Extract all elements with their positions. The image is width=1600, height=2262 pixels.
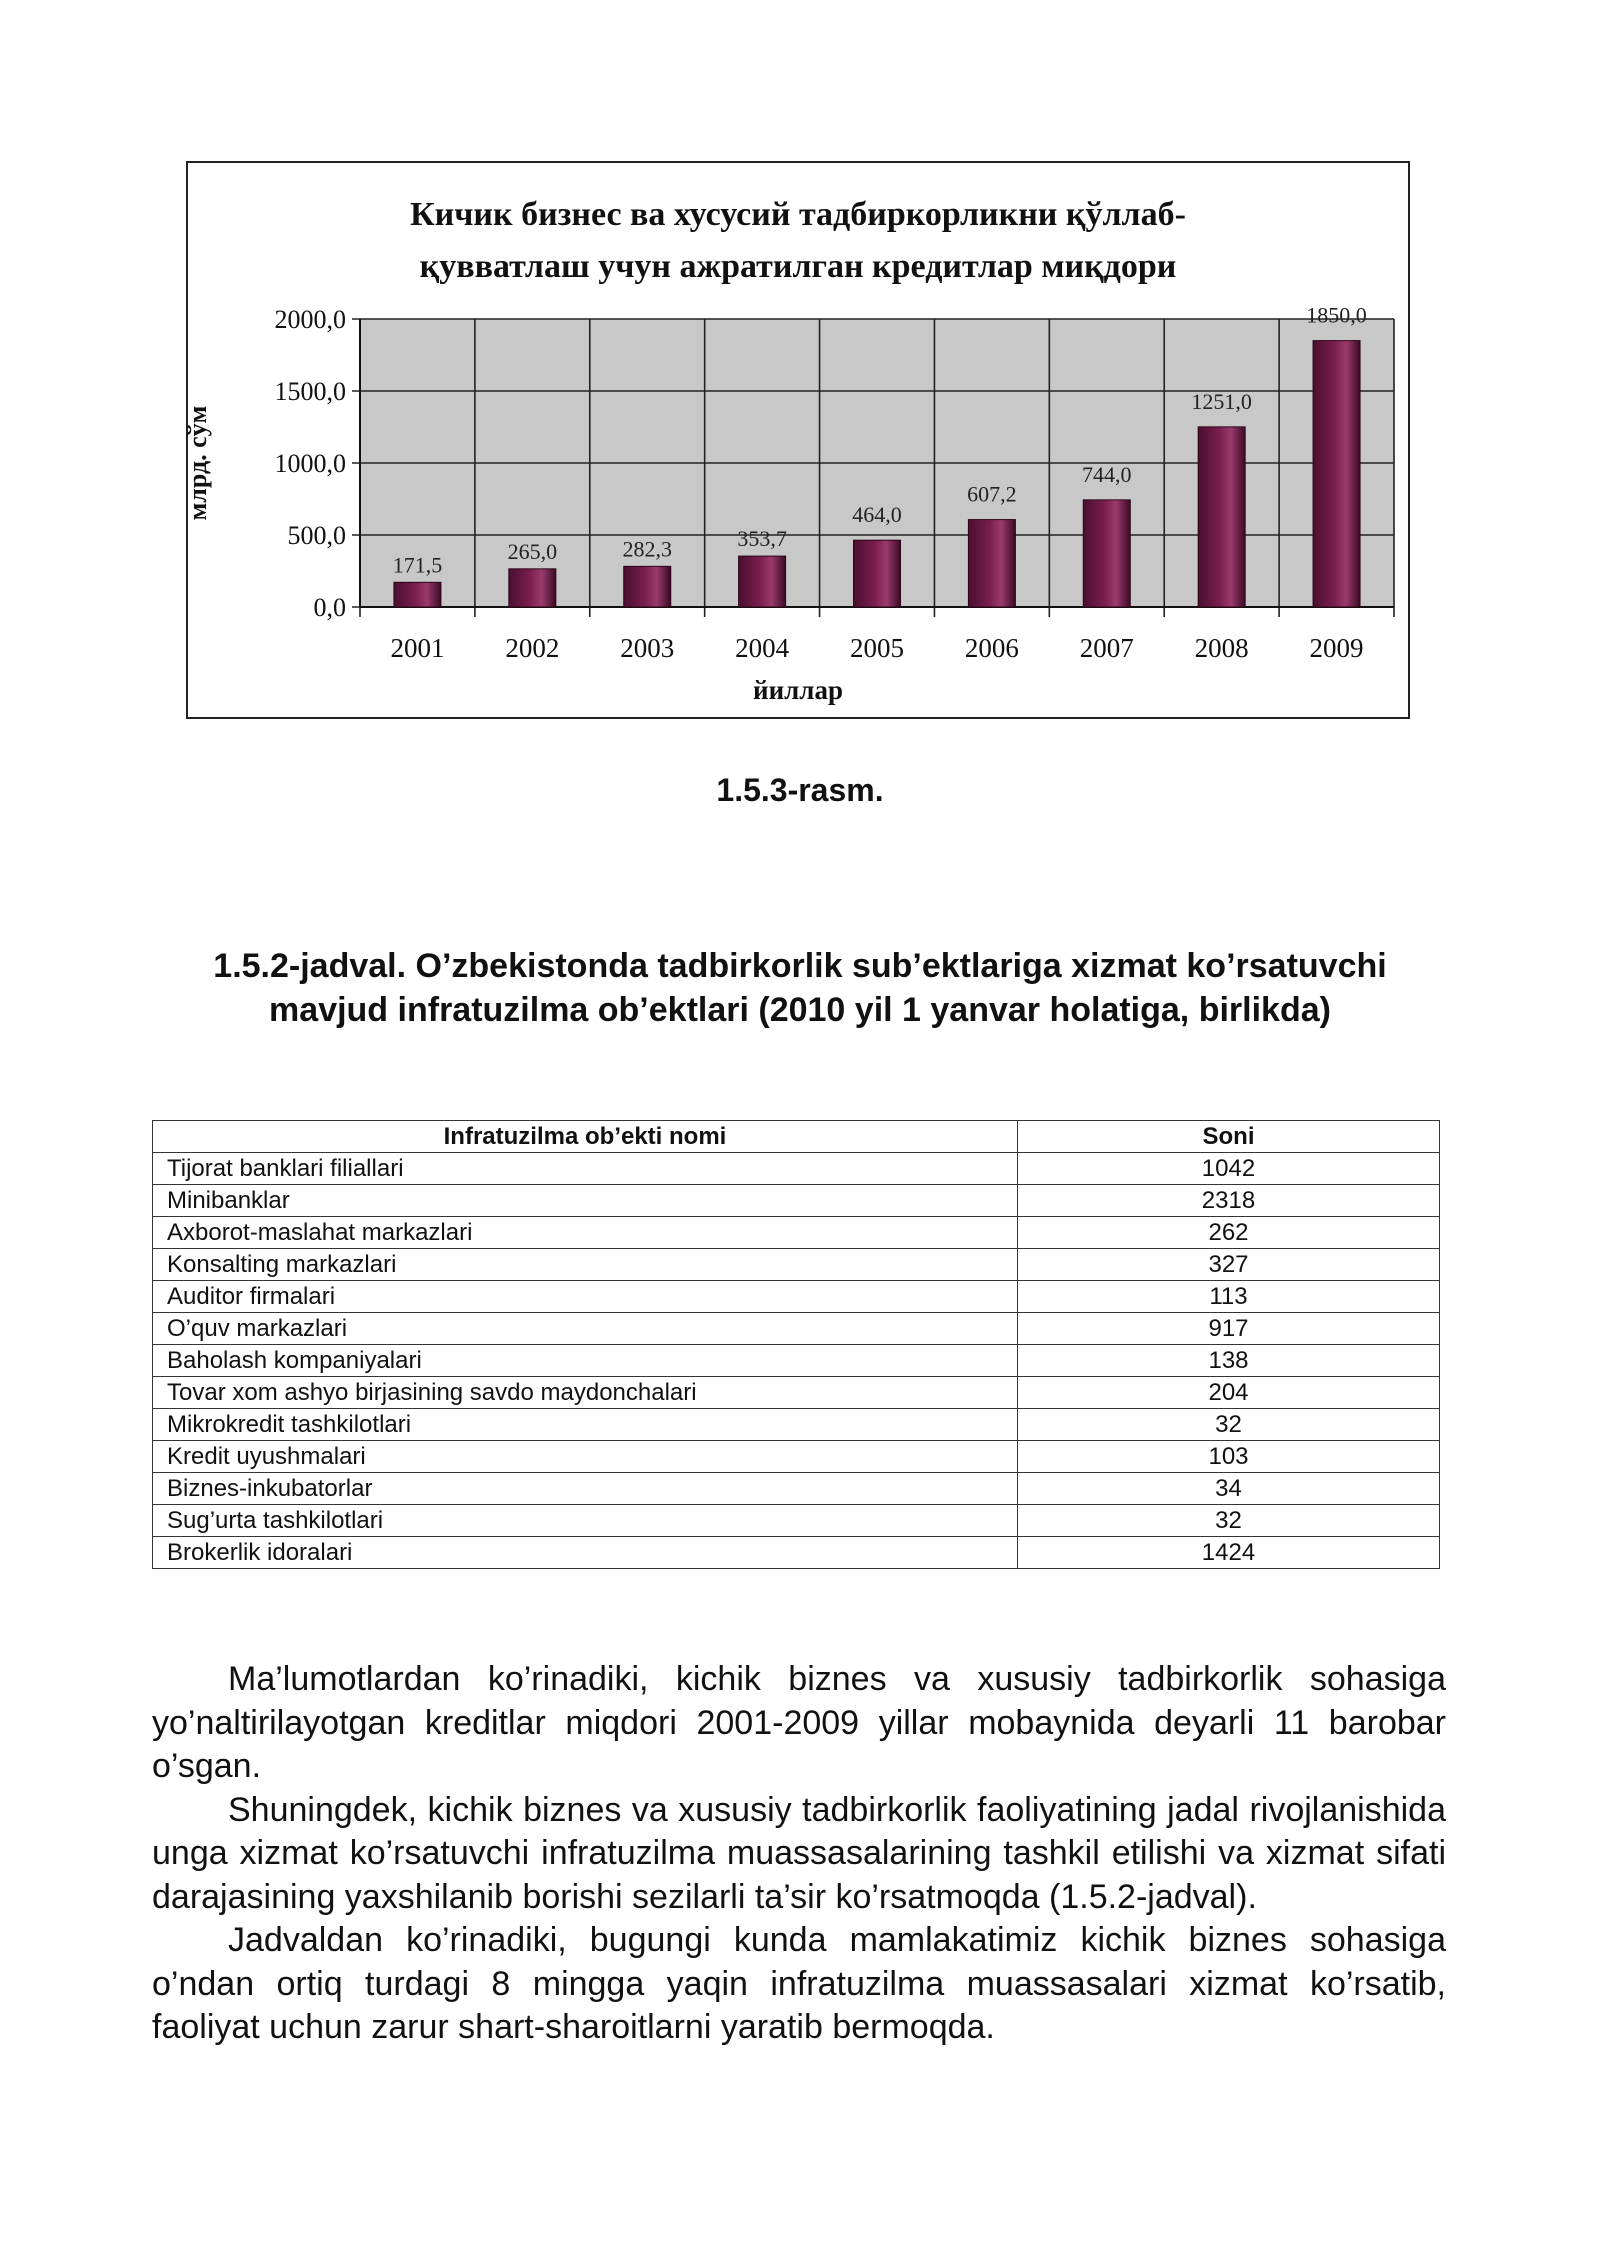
bar-2009 — [1313, 341, 1360, 607]
figure-caption: 1.5.3-rasm. — [716, 772, 884, 808]
table-row — [153, 1505, 1440, 1537]
table-row — [153, 1537, 1440, 1569]
table-title: 1.5.2-jadval. O’zbekistonda tadbirkorlik sub’ektlariga xizmat ko’rsatuvchi mavjud infratuzilma ob’ektlari (2010 yil 1 yanvar holatiga, birlikda) — [213, 947, 1387, 1029]
table-row — [153, 1409, 1440, 1441]
cell-object-name: Sug’urta tashkilotlari — [153, 1505, 1018, 1537]
bar-2004 — [739, 556, 786, 607]
cell-count: 113 — [1018, 1281, 1440, 1313]
x-tick-label: 2002 — [505, 633, 560, 663]
value-label: 282,3 — [622, 536, 672, 562]
bar-chart — [188, 163, 1408, 717]
bar-2006 — [968, 520, 1015, 607]
cell-object-name: Baholash kompaniyalari — [153, 1345, 1018, 1377]
x-tick-label: 2001 — [390, 633, 445, 663]
cell-count: 204 — [1018, 1377, 1440, 1409]
cell-count: 32 — [1018, 1505, 1440, 1537]
cell-count: 262 — [1018, 1217, 1440, 1249]
bar-2007 — [1083, 500, 1130, 607]
bar-2001 — [394, 582, 441, 607]
header-object-name: Infratuzilma ob’ekti nomi — [153, 1121, 1018, 1153]
table-row — [153, 1153, 1440, 1185]
cell-object-name: Biznes-inkubatorlar — [153, 1473, 1018, 1505]
table-row — [153, 1345, 1440, 1377]
cell-object-name: Konsalting markazlari — [153, 1249, 1018, 1281]
body-text — [152, 1658, 1446, 2050]
table-row — [153, 1217, 1440, 1249]
cell-count: 917 — [1018, 1313, 1440, 1345]
chart-title-line-1: Кичик бизнес ва хусусий тадбиркорликни қўллаб- — [410, 196, 1186, 233]
value-label: 1850,0 — [1306, 302, 1367, 328]
table-row — [153, 1473, 1440, 1505]
value-label: 744,0 — [1082, 461, 1132, 487]
value-label: 353,7 — [737, 526, 787, 552]
x-tick-label: 2008 — [1194, 633, 1249, 663]
cell-object-name: Brokerlik idoralari — [153, 1537, 1018, 1569]
cell-count: 32 — [1018, 1409, 1440, 1441]
header-count: Soni — [1018, 1121, 1440, 1153]
cell-object-name: Tijorat banklari filiallari — [153, 1153, 1018, 1185]
cell-count: 1042 — [1018, 1153, 1440, 1185]
cell-count: 138 — [1018, 1345, 1440, 1377]
table-body — [153, 1153, 1440, 1569]
x-tick-label: 2006 — [964, 633, 1019, 663]
table-row — [153, 1249, 1440, 1281]
cell-object-name: Tovar xom ashyo birjasining savdo maydonchalari — [153, 1377, 1018, 1409]
x-tick-label: 2009 — [1309, 633, 1364, 663]
bar-2002 — [509, 569, 556, 607]
value-label: 171,5 — [392, 552, 443, 578]
bar-2008 — [1198, 427, 1245, 607]
cell-object-name: O’quv markazlari — [153, 1313, 1018, 1345]
chart-title-line-2: қувватлаш учун ажратилган кредитлар миқдори — [419, 248, 1177, 285]
x-tick-label: 2003 — [620, 633, 675, 663]
cell-object-name: Mikrokredit tashkilotlari — [153, 1409, 1018, 1441]
paragraph-3: Jadvaldan ko’rinadiki, bugungi kunda mamlakatimiz kichik biznes sohasiga o’ndan ortiq turdagi 8 mingga yaqin infratuzilma muassasalari xizmat ko’rsatib, faoliyat uchun zarur shart-sharoitlarni yaratib bermoqda. — [152, 1921, 1446, 2046]
bar-2003 — [624, 566, 671, 607]
x-tick-label: 2004 — [735, 633, 790, 663]
cell-count: 2318 — [1018, 1185, 1440, 1217]
table-row — [153, 1185, 1440, 1217]
cell-object-name: Minibanklar — [153, 1185, 1018, 1217]
table-row — [153, 1313, 1440, 1345]
x-tick-label: 2005 — [850, 633, 904, 663]
cell-count: 34 — [1018, 1473, 1440, 1505]
table-row — [153, 1441, 1440, 1473]
y-tick-label: 1500,0 — [274, 377, 346, 406]
value-label: 607,2 — [967, 481, 1017, 507]
chart-frame — [183, 161, 1410, 719]
paragraph-2: Shuningdek, kichik biznes va xususiy tadbirkorlik faoliyatining jadal rivojlanishida unga xizmat ko’rsatuvchi infratuzilma muassasalarining tashkil etilishi va xizmat sifati darajasining yaxshilanib borishi sezilarli ta’sir ko’rsatmoqda (1.5.2-jadval). — [152, 1790, 1446, 1916]
x-axis-label: йиллар — [753, 675, 843, 705]
y-tick-label: 0,0 — [313, 593, 346, 622]
table-row — [153, 1377, 1440, 1409]
cell-count: 103 — [1018, 1441, 1440, 1473]
y-tick-label: 500,0 — [287, 521, 346, 550]
value-label: 1251,0 — [1191, 388, 1252, 414]
cell-object-name: Axborot-maslahat markazlari — [153, 1217, 1018, 1249]
cell-object-name: Auditor firmalari — [153, 1281, 1018, 1313]
cell-count: 327 — [1018, 1249, 1440, 1281]
y-tick-label: 1000,0 — [274, 449, 346, 478]
cell-object-name: Kredit uyushmalari — [153, 1441, 1018, 1473]
cell-count: 1424 — [1018, 1537, 1440, 1569]
table-header-row — [153, 1121, 1440, 1153]
y-tick-label: 2000,0 — [274, 305, 346, 334]
infrastructure-table — [152, 1120, 1440, 1569]
y-axis-label: млрд. сўм — [183, 405, 212, 521]
bar-2005 — [854, 540, 901, 607]
table-row — [153, 1281, 1440, 1313]
x-tick-label: 2007 — [1079, 633, 1134, 663]
value-label: 464,0 — [852, 502, 902, 528]
value-label: 265,0 — [507, 538, 558, 564]
paragraph-1: Ma’lumotlardan ko’rinadiki, kichik biznes va xususiy tadbirkorlik sohasiga yo’naltirilayotgan kreditlar miqdori 2001-2009 yillar mobaynida deyarli 11 barobar o’sgan. — [152, 1660, 1446, 1785]
